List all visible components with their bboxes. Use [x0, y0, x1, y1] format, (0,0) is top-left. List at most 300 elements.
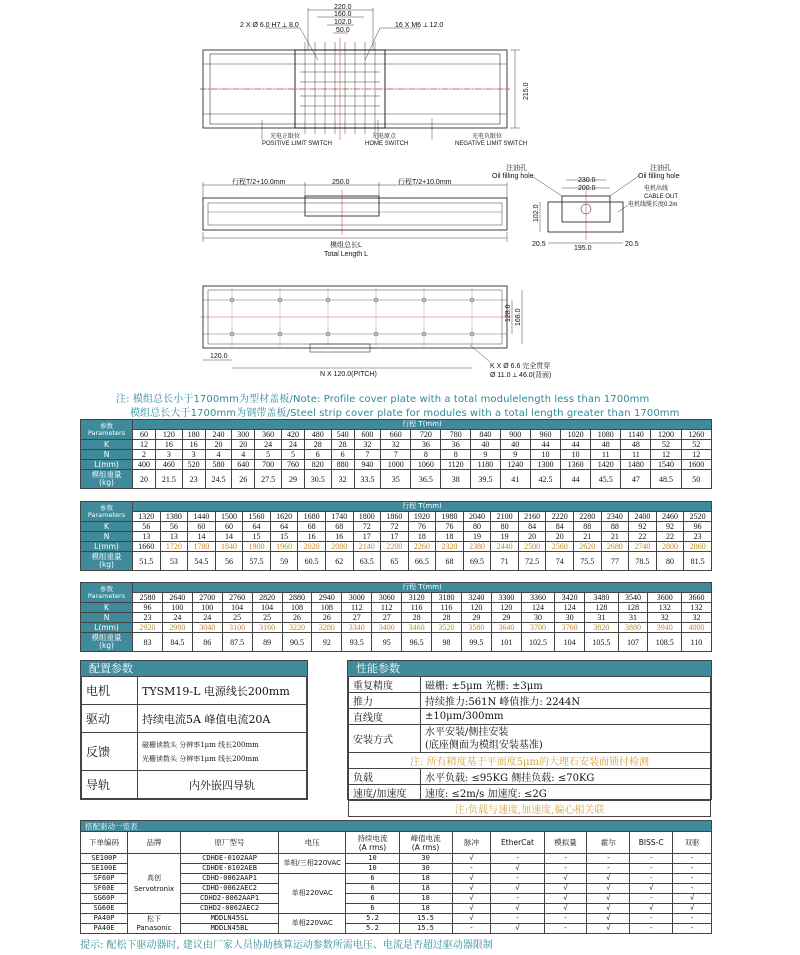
tip-note: 提示: 配松下驱动器时, 建议由厂家人员协助核算运动参数所需电压、电流是否超过驱动器限制	[80, 940, 493, 951]
driver-cell: 6	[346, 884, 399, 894]
driver-cell: √	[491, 924, 544, 934]
stroke-cell: 180	[182, 430, 205, 440]
cell-w: 33.5	[354, 470, 381, 489]
cell-l: 1180	[471, 460, 501, 470]
stroke-cell: 3180	[432, 593, 462, 603]
cell-w: 69.5	[463, 552, 491, 571]
stroke-cell: 1440	[188, 512, 216, 522]
speed-value: 速度: ≤2m/s 加速度: ≤2G	[421, 785, 711, 801]
stroke-header: 行程 T(mm)	[133, 583, 712, 593]
driver-cell: 5.2	[346, 914, 399, 924]
cell-w: 29	[281, 470, 304, 489]
cell-l: 2680	[601, 542, 629, 552]
stroke-cell: 540	[331, 430, 354, 440]
cell-l: 2860	[684, 542, 712, 552]
note-line-1: 注: 模组总长小于1700mm为型材盖板/Note: Profile cover plate with a total modulelength less than 1700mm	[116, 394, 650, 405]
cell-k: 44	[561, 440, 591, 450]
stroke-cell: 1800	[353, 512, 381, 522]
cell-n: 26	[312, 613, 342, 623]
driver-header: 模拟量	[544, 832, 587, 854]
cell-l: 1600	[681, 460, 711, 470]
cell-l: 1540	[651, 460, 681, 470]
motor-value: TYSM19-L 电源线长200mm	[138, 677, 307, 705]
driver-cell: 18	[399, 884, 452, 894]
note-line-2: 模组总长大于1700mm为钢带盖板/Steel strip cover plate for modules with a total length greater than 1700mm	[130, 408, 680, 419]
k-cbore-note: Ø 11.0 ⟂ 46.0(背面)	[490, 372, 552, 379]
driver-cell: -	[630, 894, 673, 904]
cell-l: 880	[331, 460, 354, 470]
driver-cell: 15.5	[399, 914, 452, 924]
cell-w: 78.5	[629, 552, 657, 571]
cell-n: 12	[651, 450, 681, 460]
cell-w: 50	[681, 470, 711, 489]
cell-l: 460	[156, 460, 183, 470]
cell-w: 74	[546, 552, 574, 571]
driver-cell: √	[452, 854, 491, 864]
driver-cell: -	[544, 914, 587, 924]
driver-cell: √	[673, 894, 712, 904]
driver-cell: √	[587, 914, 630, 924]
cell-n: 9	[471, 450, 501, 460]
cell-n: 5	[281, 450, 304, 460]
driver-cell: -	[491, 894, 544, 904]
cell-k: 128	[618, 603, 648, 613]
cell-w: 20	[133, 470, 156, 489]
cell-k: 28	[331, 440, 354, 450]
voltage-2: 单相220VAC	[279, 874, 346, 914]
driver-cell: √	[587, 924, 630, 934]
cell-n: 4	[205, 450, 232, 460]
driver-header: BISS-C	[630, 832, 673, 854]
brand-panasonic: 松下 Panasonic	[127, 914, 180, 934]
bottom-view	[200, 286, 522, 368]
cell-n: 6	[304, 450, 331, 460]
row-label-l: L(mm)	[81, 460, 133, 470]
cell-l: 2920	[133, 623, 163, 633]
cell-k: 20	[205, 440, 232, 450]
cell-l: 2440	[491, 542, 519, 552]
driver-model: CDHD2-0062AAP1	[181, 894, 279, 904]
cell-w: 68	[436, 552, 464, 571]
side-b2: 195.0	[574, 245, 592, 252]
cell-k: 80	[491, 522, 519, 532]
cell-k: 96	[133, 603, 163, 613]
cell-w: 41	[500, 470, 530, 489]
cell-n: 13	[133, 532, 161, 542]
cell-l: 2080	[325, 542, 353, 552]
driver-cell: √	[587, 894, 630, 904]
cell-l: 820	[304, 460, 331, 470]
cell-w: 26	[232, 470, 255, 489]
driver-cell: -	[630, 914, 673, 924]
cell-l: 2320	[436, 542, 464, 552]
side-h: 102.0	[533, 204, 540, 222]
cell-n: 24	[192, 613, 222, 623]
driver-cell: √	[491, 864, 544, 874]
cell-k: 100	[192, 603, 222, 613]
voltage-3: 单相220VAC	[279, 914, 346, 934]
stroke-cell: 2640	[162, 593, 192, 603]
cell-l: 3940	[648, 623, 681, 633]
driver-header: EtherCat	[491, 832, 544, 854]
cell-l: 1720	[160, 542, 188, 552]
cell-k: 108	[312, 603, 342, 613]
cell-w: 23	[182, 470, 205, 489]
feedback-label: 反馈	[82, 733, 138, 771]
cell-w: 32	[331, 470, 354, 489]
stroke-cell: 1320	[133, 512, 161, 522]
cell-n: 4	[232, 450, 255, 460]
cell-w: 44	[561, 470, 591, 489]
cell-l: 3880	[618, 623, 648, 633]
driver-cell: 6	[346, 874, 399, 884]
cell-l: 3640	[491, 623, 521, 633]
stroke-cell: 2340	[601, 512, 629, 522]
cell-k: 32	[381, 440, 411, 450]
stroke-table-1	[80, 419, 712, 489]
cell-l: 3700	[521, 623, 554, 633]
stroke-cell: 120	[156, 430, 183, 440]
driver-cell: √	[544, 874, 587, 884]
driver-header: 电压	[279, 832, 346, 854]
driver-cell: 18	[399, 894, 452, 904]
driver-code: SE100E	[81, 864, 128, 874]
cell-n: 30	[555, 613, 585, 623]
stroke-cell: 1080	[591, 430, 621, 440]
driver-cell: 10	[346, 854, 399, 864]
driver-cell: √	[452, 904, 491, 914]
cell-n: 17	[353, 532, 381, 542]
perf-note-2: 注:负载与速度,加速度,偏心相关联	[349, 801, 711, 817]
driver-table	[80, 820, 712, 934]
cell-k: 80	[463, 522, 491, 532]
cell-k: 24	[255, 440, 282, 450]
cell-n: 8	[441, 450, 471, 460]
cell-w: 102.5	[521, 633, 554, 652]
cell-l: 700	[255, 460, 282, 470]
cell-l: 1060	[411, 460, 441, 470]
cell-l: 2620	[574, 542, 602, 552]
cell-l: 2200	[381, 542, 409, 552]
cell-l: 3520	[432, 623, 462, 633]
hole-note-right: 16 X M6 ⟂ 12.0	[395, 22, 444, 29]
cell-l: 1240	[500, 460, 530, 470]
stroke-cell: 3240	[461, 593, 491, 603]
driver-cell: -	[630, 854, 673, 864]
cell-n: 2	[133, 450, 156, 460]
cell-k: 36	[411, 440, 441, 450]
driver-model: CDHDE-0102AEB	[181, 864, 279, 874]
driver-cell: √	[452, 884, 491, 894]
cell-w: 62	[325, 552, 353, 571]
guide-value: 内外嵌四导轨	[138, 771, 307, 799]
cell-w: 39.5	[471, 470, 501, 489]
neg-limit-cn: 光电负限位	[472, 134, 503, 140]
row-label-l: L(mm)	[81, 623, 133, 633]
cell-k: 32	[354, 440, 381, 450]
stroke-cell: 720	[411, 430, 441, 440]
driver-code: SF60P	[81, 874, 128, 884]
cell-l: 2500	[518, 542, 546, 552]
cell-n: 23	[684, 532, 712, 542]
oil-cn-1: 注油孔	[506, 165, 527, 172]
stroke-cell: 2280	[574, 512, 602, 522]
stroke-cell: 1200	[651, 430, 681, 440]
cell-k: 24	[281, 440, 304, 450]
cell-n: 29	[491, 613, 521, 623]
driver-code: SE100P	[81, 854, 128, 864]
cell-l: 2260	[408, 542, 436, 552]
cell-l: 3460	[402, 623, 432, 633]
stroke-cell: 3600	[648, 593, 681, 603]
cell-w: 63.5	[353, 552, 381, 571]
cell-w: 36.5	[411, 470, 441, 489]
top-dim-160: 160.0	[334, 11, 352, 18]
stroke-cell: 660	[381, 430, 411, 440]
perf-note-1: 注: 所有精度基于平面度5μm的大理石安装面锁付检测	[349, 753, 711, 769]
cell-w: 107	[618, 633, 648, 652]
cell-l: 760	[281, 460, 304, 470]
driver-table-title: 搭配驱动一览表	[81, 821, 712, 832]
row-label-n: N	[81, 450, 133, 460]
driver-cell: 6	[346, 894, 399, 904]
stroke-cell: 300	[232, 430, 255, 440]
stroke-cell: 2220	[546, 512, 574, 522]
cable-len: 电机线缆长度0.2m	[628, 202, 678, 208]
cell-l: 640	[232, 460, 255, 470]
cell-k: 88	[601, 522, 629, 532]
driver-model: CDHDE-0102AAP	[181, 854, 279, 864]
cell-l: 2980	[162, 623, 192, 633]
row-label-w: 模组重量 (kg)	[81, 470, 133, 489]
cell-k: 100	[162, 603, 192, 613]
cell-k: 92	[629, 522, 657, 532]
top-dim-50: 50.0	[336, 27, 350, 34]
driver-cell: √	[544, 894, 587, 904]
stroke-cell: 360	[255, 430, 282, 440]
driver-cell: -	[544, 924, 587, 934]
cell-l: 3100	[222, 623, 252, 633]
cell-n: 9	[500, 450, 530, 460]
stroke-cell: 3000	[342, 593, 372, 603]
home-cn: 光电原点	[372, 134, 397, 140]
top-dim-102: 102.0	[334, 19, 352, 26]
config-table	[81, 676, 307, 799]
cell-w: 84.5	[162, 633, 192, 652]
cell-n: 11	[621, 450, 651, 460]
driver-model: CDHD2-0062AEC2	[181, 904, 279, 914]
driver-cell: -	[630, 864, 673, 874]
voltage-1: 单相/三相220VAC	[279, 854, 346, 874]
cell-w: 48.5	[651, 470, 681, 489]
stroke-header: 行程 T(mm)	[133, 502, 712, 512]
cell-w: 77	[601, 552, 629, 571]
cell-k: 76	[408, 522, 436, 532]
stroke-cell: 1380	[160, 512, 188, 522]
cell-l: 3040	[192, 623, 222, 633]
cell-l: 580	[205, 460, 232, 470]
cell-n: 12	[681, 450, 711, 460]
driver-cell: -	[544, 864, 587, 874]
cell-w: 54.5	[188, 552, 216, 571]
driver-cell: -	[452, 864, 491, 874]
cell-k: 16	[182, 440, 205, 450]
driver-header: 原厂型号	[181, 832, 279, 854]
cell-n: 14	[188, 532, 216, 542]
cell-n: 7	[381, 450, 411, 460]
driver-cell: -	[630, 924, 673, 934]
stroke-cell: 1920	[408, 512, 436, 522]
driver-code: SG60E	[81, 904, 128, 914]
cell-n: 32	[681, 613, 711, 623]
driver-cell: -	[491, 874, 544, 884]
cell-n: 32	[648, 613, 681, 623]
perf-value-2: ±10μm/300mm	[421, 709, 711, 725]
cell-l: 3400	[372, 623, 402, 633]
cell-n: 18	[408, 532, 436, 542]
stroke-cell: 840	[471, 430, 501, 440]
cell-k: 52	[681, 440, 711, 450]
driver-cell: 18	[399, 904, 452, 914]
cell-n: 7	[354, 450, 381, 460]
cell-l: 3760	[555, 623, 585, 633]
cell-w: 105.5	[585, 633, 618, 652]
cell-n: 17	[381, 532, 409, 542]
driver-cell: -	[673, 854, 712, 864]
height-dim: 215.0	[523, 82, 530, 100]
stroke-cell: 1620	[270, 512, 298, 522]
perf-label-0: 重复精度	[349, 677, 421, 693]
cell-l: 520	[182, 460, 205, 470]
cell-w: 86	[192, 633, 222, 652]
cell-w: 108.5	[648, 633, 681, 652]
stroke-cell: 1260	[681, 430, 711, 440]
cell-w: 96.5	[402, 633, 432, 652]
driver-header: 脉冲	[452, 832, 491, 854]
cell-n: 14	[215, 532, 243, 542]
stroke-cell: 2520	[684, 512, 712, 522]
stroke-cell: 2400	[629, 512, 657, 522]
cell-w: 27.5	[255, 470, 282, 489]
driver-cell: √	[673, 904, 712, 914]
bottom-left-dim: 120.0	[210, 353, 228, 360]
stroke-cell: 480	[304, 430, 331, 440]
cell-k: 116	[432, 603, 462, 613]
cell-w: 53	[160, 552, 188, 571]
cell-l: 2740	[629, 542, 657, 552]
total-len-cn: 模组总长L	[330, 242, 362, 249]
cell-w: 101	[491, 633, 521, 652]
stroke-cell: 3300	[491, 593, 521, 603]
cell-w: 110	[681, 633, 711, 652]
driver-cell: -	[491, 854, 544, 864]
cell-k: 40	[500, 440, 530, 450]
side-w2: 200.0	[578, 185, 596, 192]
cell-w: 56	[215, 552, 243, 571]
cell-k: 124	[521, 603, 554, 613]
cell-n: 21	[601, 532, 629, 542]
cell-k: 104	[222, 603, 252, 613]
cell-l: 1780	[188, 542, 216, 552]
speed-label: 速度/加速度	[349, 785, 421, 801]
cell-l: 1000	[381, 460, 411, 470]
cell-k: 64	[270, 522, 298, 532]
cell-n: 29	[461, 613, 491, 623]
feedback-line-2: 光栅读数头 分辨率1μm 线长200mm	[142, 754, 259, 763]
driver-code: SG60P	[81, 894, 128, 904]
driver-header: 持续电流 (A rms)	[346, 832, 399, 854]
bottom-h2: 168.0	[515, 308, 522, 326]
hole-note-left: 2 X Ø 6.0 H7 ⟂ 8.0	[240, 22, 299, 29]
cell-k: 48	[591, 440, 621, 450]
neg-limit-en: NEGATIVE LIMIT SWITCH	[455, 141, 528, 147]
config-panel	[80, 660, 308, 800]
cell-l: 2140	[353, 542, 381, 552]
cell-n: 25	[222, 613, 252, 623]
cell-n: 27	[342, 613, 372, 623]
driver-header: 下单编码	[81, 832, 128, 854]
driver-model: CDHD-0062AEC2	[181, 884, 279, 894]
load-label: 负载	[349, 769, 421, 785]
driver-header: 品牌	[127, 832, 180, 854]
driver-cell: √	[491, 884, 544, 894]
stroke-right-dim: 行程T/2+10.0mm	[398, 179, 452, 186]
row-label-k: K	[81, 440, 133, 450]
front-view	[203, 182, 507, 242]
cell-w: 21.5	[156, 470, 183, 489]
cell-k: 60	[215, 522, 243, 532]
cell-k: 132	[648, 603, 681, 613]
cell-l: 1900	[243, 542, 271, 552]
cell-n: 22	[629, 532, 657, 542]
drive-label: 驱动	[82, 705, 138, 733]
carriage-len-dim: 250.0	[332, 179, 350, 186]
driver-cell: 15.5	[399, 924, 452, 934]
cell-n: 30	[521, 613, 554, 623]
cell-k: 112	[342, 603, 372, 613]
driver-cell: -	[673, 874, 712, 884]
cell-n: 6	[331, 450, 354, 460]
cable-cn: 电机出线	[644, 186, 669, 192]
driver-cell: -	[544, 854, 587, 864]
cell-w: 51.5	[133, 552, 161, 571]
driver-cell: √	[587, 884, 630, 894]
driver-model: CDHD-0062AAP1	[181, 874, 279, 884]
cell-k: 72	[381, 522, 409, 532]
cell-k: 52	[651, 440, 681, 450]
cell-k: 20	[232, 440, 255, 450]
cell-n: 10	[530, 450, 560, 460]
cell-k: 124	[555, 603, 585, 613]
cell-l: 3220	[282, 623, 312, 633]
feedback-line-1: 磁栅读数头 分辨率1μm 线长200mm	[142, 740, 259, 749]
driver-cell: √	[630, 884, 673, 894]
driver-cell: √	[452, 914, 491, 924]
cell-k: 16	[156, 440, 183, 450]
cell-l: 400	[133, 460, 156, 470]
cell-w: 87.5	[222, 633, 252, 652]
cell-w: 83	[133, 633, 163, 652]
guide-label: 导轨	[82, 771, 138, 799]
pos-limit-en: POSITIVE LIMIT SWITCH	[262, 141, 332, 147]
cell-n: 19	[463, 532, 491, 542]
cell-k: 44	[530, 440, 560, 450]
cell-k: 12	[133, 440, 156, 450]
pos-limit-cn: 光电正限位	[270, 134, 301, 140]
cell-n: 18	[436, 532, 464, 542]
driver-cell: 10	[346, 864, 399, 874]
cell-w: 75.5	[574, 552, 602, 571]
